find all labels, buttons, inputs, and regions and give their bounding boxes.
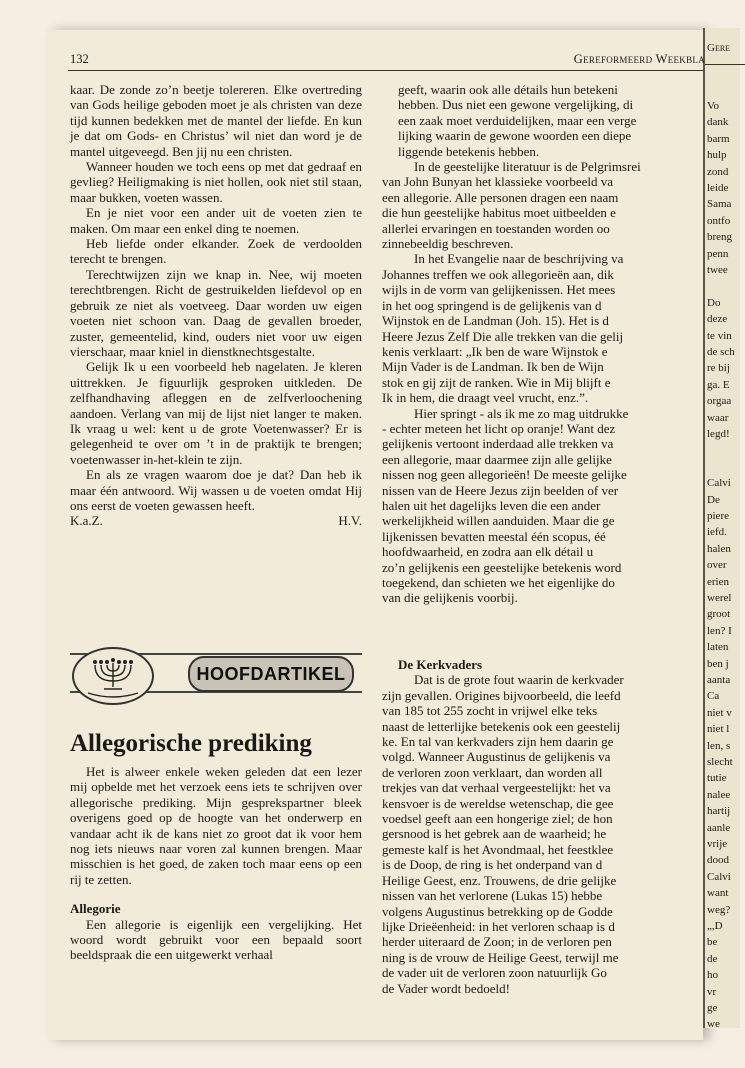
text-line: herder uiteraard de Zoon; in de verloren pen — [382, 934, 612, 950]
column-2 — [382, 82, 704, 606]
next-page-fragment: de — [707, 952, 718, 965]
text-line: gersnood is het gebrek aan de waarheid; he — [382, 826, 607, 842]
article-title: Allegorische prediking — [70, 730, 312, 757]
next-page-fragment: piere — [707, 510, 729, 522]
col2-paragraph — [382, 672, 704, 996]
next-page-fragment: Calvi — [707, 477, 731, 490]
next-page-fragment: waar — [707, 411, 729, 424]
next-page-fragment: laten — [707, 641, 729, 654]
next-page-fragment: Calvi — [707, 870, 731, 883]
banner-label: HOOFDARTIKEL — [188, 656, 354, 692]
text-line: stok en gij zijt de ranken. Wie in Mij blijft e — [382, 374, 611, 390]
next-page-fragment: tutie — [707, 772, 727, 785]
text-line: kensvoer is de wereldse wetenschap, die gee — [382, 795, 614, 811]
next-page-fragment: re bij — [707, 362, 730, 375]
next-page-fragment: Sama — [707, 198, 732, 211]
next-page-fragment: want — [707, 887, 729, 900]
text-line: werkelijkheid willen aanduiden. Maar die ge — [382, 513, 615, 529]
next-page-fragment: penn — [707, 247, 729, 260]
text-line: een allegorie, maar daarmee zijn alle gelijke — [382, 451, 612, 467]
text-line: Ik in hem, die draagt veel vrucht, enz.”. — [382, 390, 589, 406]
subhead-kerkvaders: De Kerkvaders — [398, 657, 483, 672]
col2-paragraph — [398, 82, 704, 159]
next-page-fragment: dank — [707, 116, 729, 129]
text-line: Wijnstok en de Landman (Joh. 15). Het is d — [382, 313, 609, 329]
text-line: ke. En tal van kerkvaders zijn hem daarin ge — [382, 734, 614, 750]
next-page-fragment: leide — [707, 182, 729, 194]
next-page-fragment: vrije — [707, 838, 728, 850]
column-1 — [70, 82, 362, 529]
next-page-fragment: ontfo — [707, 214, 731, 227]
paragraph: Wanneer houden we toch eens op met dat gedraaf en gevlieg? Heiligmaking is niet hollen, ook niet stil staan, maar bukken, voeten wassen. — [70, 159, 362, 205]
next-page-fragment: ga. E — [707, 378, 730, 391]
text-line: - echter meteen het licht op oranje! Want dez — [382, 420, 616, 436]
next-page-fragment: aanta — [707, 674, 731, 686]
article-allegorie: Een allegorie is eigenlijk een vergelijking. Het woord wordt gebruikt voor een bepaald soort beeldspraak die een uitgewerkt verhaal — [70, 916, 362, 963]
next-page-fragment: „,D — [707, 920, 723, 932]
text-line: geeft, waarin ook alle détails hun betekeni — [398, 82, 618, 97]
next-page-fragment: barm — [707, 132, 730, 145]
next-page-fragment: aanle — [707, 821, 731, 834]
text-line: van die gelijkenis voorbij. — [382, 590, 518, 606]
text-line: trekjes van dat verhaal vergeestelijkt: het va — [382, 780, 611, 796]
text-line: van John Bunyan het klassieke voorbeeld va — [382, 174, 614, 190]
next-page-fragment: weg? — [707, 903, 731, 916]
next-page-fragment: niet l — [707, 723, 730, 736]
section-banner — [70, 643, 362, 705]
text-line: allerlei ervaringen en toestanden worden oo — [382, 220, 610, 236]
next-page-fragment: slecht — [707, 756, 733, 768]
text-line: Heilige Geest, enz. Trouwens, de drie gelijke — [382, 872, 617, 888]
text-line: Heere Jezus Zelf Die alle trekken van die gelij — [382, 328, 624, 344]
paragraph: Gelijk Ik u een voorbeeld heb nagelaten. Je kleren uittrekken. Je figuurlijk gesproken uitkleden. De zelfhandhaving afleggen en de zelfverloochening aandoen. Verlang van mij de lijst niet langer te maken. Ik vraag u wel: kent u de grote Voetenwasser? Er is gelegenheid te over om ’t in de praktijk te brengen; voetenwasser in-het-klein te zijn. — [70, 359, 362, 467]
text-line: zijn gevallen. Origines bijvoorbeeld, die leefd — [382, 687, 621, 703]
next-page-fragment: groot — [707, 608, 731, 621]
next-page-fragment: Do — [707, 296, 721, 309]
text-line: van 185 tot 255 zocht in vrijwel elke teks — [382, 703, 598, 719]
signature-right: H.V. — [338, 513, 362, 529]
next-page-fragment: be — [707, 936, 718, 949]
text-line: toegekend, dan schieten we het eigenlijke do — [382, 575, 615, 590]
next-page-fragment: we — [707, 1018, 720, 1031]
text-line: Mijn Vader is de Landman. Ik ben de Wijn — [382, 359, 604, 375]
text-line: de verloren zoon verklaart, dan worden all — [382, 764, 603, 780]
text-line: halen uit het dagelijks leven die een ander — [382, 497, 601, 513]
text-line: hebben. Dus niet een gewone vergelijking, di — [398, 97, 634, 113]
paragraph: Terechtwijzen zijn we knap in. Nee, wij moeten terechtbrengen. Richt de gestruikelden liefdevol op en gebruik ze niet als voetveeg. Daar worden uw eigen voeten niet schoon van. Daag de gevallen broeder, zuster, gemeentelid, kind, ouders niet voor uw eigen vierschaar, maar kniel in dienstknechtsgestalte. — [70, 266, 362, 359]
text-line: voedsel geeft aan een hongerige ziel; de hon — [382, 811, 613, 827]
text-line: Hier springt - als ik me zo mag uitdrukke — [414, 405, 629, 421]
column-2-block-1 — [382, 82, 704, 606]
page-header — [70, 52, 705, 70]
text-line: Dat is de grote fout waarin de kerkvader — [414, 672, 624, 688]
text-line: liggende betekenis hebben. — [398, 143, 540, 159]
col2-paragraph — [382, 159, 704, 252]
article-column-1 — [70, 764, 362, 963]
next-page-fragment: Vo — [707, 100, 720, 112]
subhead-allegorie: Allegorie — [70, 901, 121, 917]
text-line: die hun geestelijke habitus moet uitbeelden e — [382, 205, 616, 221]
next-page-fragment: ben j — [707, 657, 729, 670]
paragraph: kaar. De zonde zo’n beetje tolereren. Elke overtreding van Gods heilige geboden moet je als christen van deze tijd kunnen bedekken met de mantel der liefde. En kun je dat om Gods- en Christus’ wil niet dan word je de mantel uitgeveegd. Ben jij nu een christen. — [70, 82, 362, 159]
next-page-fragment: de sch — [707, 346, 735, 358]
next-page-fragment: hulp — [707, 149, 727, 162]
next-page-fragment: breng — [707, 231, 733, 244]
text-line: In de geestelijke literatuur is de Pelgrimsrei — [414, 159, 641, 175]
header-rule — [68, 70, 704, 71]
text-line: is de Doop, de ring is het onderpand van d — [382, 857, 603, 873]
next-page-fragment: iefd. — [707, 526, 727, 539]
next-page-fragment: twee — [707, 264, 728, 276]
next-page-fragment: erien — [707, 575, 729, 588]
signature — [70, 513, 362, 528]
next-page-fragment: len, s — [707, 739, 731, 752]
next-page-fragment: nalee — [707, 788, 731, 801]
next-page-fragment: te vin — [707, 329, 732, 342]
next-page-fragment: Ca — [707, 690, 720, 703]
text-line: wijls in de vorm van gelijkenissen. Het mees — [382, 282, 616, 298]
next-page-fragment: hartij — [707, 805, 731, 818]
next-page-fragment: over — [707, 559, 727, 572]
text-line: kenis verklaart: „Ik ben de ware Wijnstok e — [382, 343, 608, 359]
col2-paragraph — [382, 251, 704, 406]
menorah-icon — [74, 649, 152, 703]
article-intro: Het is alweer enkele weken geleden dat een lezer mij opbelde met het verzoek eens iets te schrijven over allegorische prediking. Mijn gesprekspartner bleek overigens goed op de hoogte van het onderwerp en vandaar acht ik de kans niet zo groot dat ik voor hem nog iets nieuws naar voren zal kunnen brengen. Maar misschien is het goed, de zaken toch maar eens op een rij te zetten. — [70, 764, 362, 887]
next-page-fragment: ge — [707, 1002, 718, 1014]
text-line: Johannes treffen we ook allegorieën aan, dik — [382, 266, 614, 282]
text-line: In het Evangelie naar de beschrijving va — [414, 251, 624, 267]
page-number: 132 — [70, 52, 89, 66]
text-line: gemeste kalf is het Avondmaal, het feestklee — [382, 841, 614, 857]
next-page-fragment: zond — [707, 165, 729, 178]
text-line: in het oog springend is de gelijkenis van d — [382, 297, 602, 313]
next-page-fragment: orgaa — [707, 395, 732, 408]
text-line: nissen van het verlorene (Lukas 15) hebbe — [382, 888, 603, 904]
text-line: naast de letterlijke betekenis ook een geestelij — [382, 718, 621, 734]
text-line: zo’n gelijkenis een geestelijke betekenis word — [382, 559, 622, 575]
text-line: een allegorie. Alle personen dragen een naam — [382, 189, 619, 205]
next-page-fragment: dood — [707, 854, 729, 867]
next-page-fragment: legd! — [707, 428, 730, 440]
text-line: lijking waarin de gewone woorden een diepe — [398, 128, 632, 144]
paragraph: En je niet voor een ander uit de voeten zien te maken. Om maar een enkel ding te noemen. — [70, 205, 362, 236]
paragraph: Heb liefde onder elkander. Zoek de verdoolden terecht te brengen. — [70, 236, 362, 267]
next-page-fragment: vr — [707, 985, 717, 998]
text-line: de Vader wordt bedoeld! — [382, 980, 510, 996]
text-line: volgd. Wanneer Augustinus de gelijkenis va — [382, 749, 611, 765]
paragraph: En als ze vragen waarom doe je dat? Dan heb ik maar één antwoord. Wij wassen u de voeten omdat Hij ons eerst de voeten gewassen heeft. — [70, 467, 362, 513]
column-2-lower — [382, 657, 704, 996]
next-page-masthead: Gere — [707, 42, 731, 54]
text-line: ning is de vrouw de Heilige Geest, terwijl me — [382, 949, 619, 965]
text-line: een zaak moet verduidelijken, maar een verge — [398, 112, 637, 128]
signature-left: K.a.Z. — [70, 513, 103, 529]
next-page-fragment: niet v — [707, 706, 732, 719]
next-page-fragment: ho — [707, 969, 718, 982]
next-page-fragment: len? I — [707, 624, 732, 637]
text-line: hoofdwaarheid, en zodra aan elk détail u — [382, 544, 594, 560]
text-line: volgens Augustinus betrekking op de Godde — [382, 903, 613, 919]
next-page-edge — [703, 28, 740, 1031]
text-line: lijkenissen bevatten meestal één scopus, éé — [382, 528, 606, 544]
next-page-fragment: deze — [707, 313, 728, 326]
next-page-fragment: werel — [707, 592, 732, 604]
col2-paragraph — [382, 405, 704, 606]
text-line: gelijkenis vertoont inderdaad alle trekken va — [382, 436, 614, 452]
text-line: nissen nog geen allegorieën! De meeste gelijke — [382, 467, 627, 483]
text-line: lijke Drieëenheid: in het verloren schaap is d — [382, 918, 615, 934]
masthead: Gereformeerd Weekbla — [573, 52, 705, 66]
banner-emblem — [72, 647, 154, 705]
next-page-fragment: De — [707, 493, 720, 506]
text-line: de vader uit de verloren zoon natuurlijk Go — [382, 965, 607, 981]
text-line: zinnebeeldig beschreven. — [382, 236, 514, 252]
next-page-fragment: halen — [707, 542, 731, 555]
text-line: nissen van de Heere Jezus zijn beelden of ver — [382, 482, 619, 498]
